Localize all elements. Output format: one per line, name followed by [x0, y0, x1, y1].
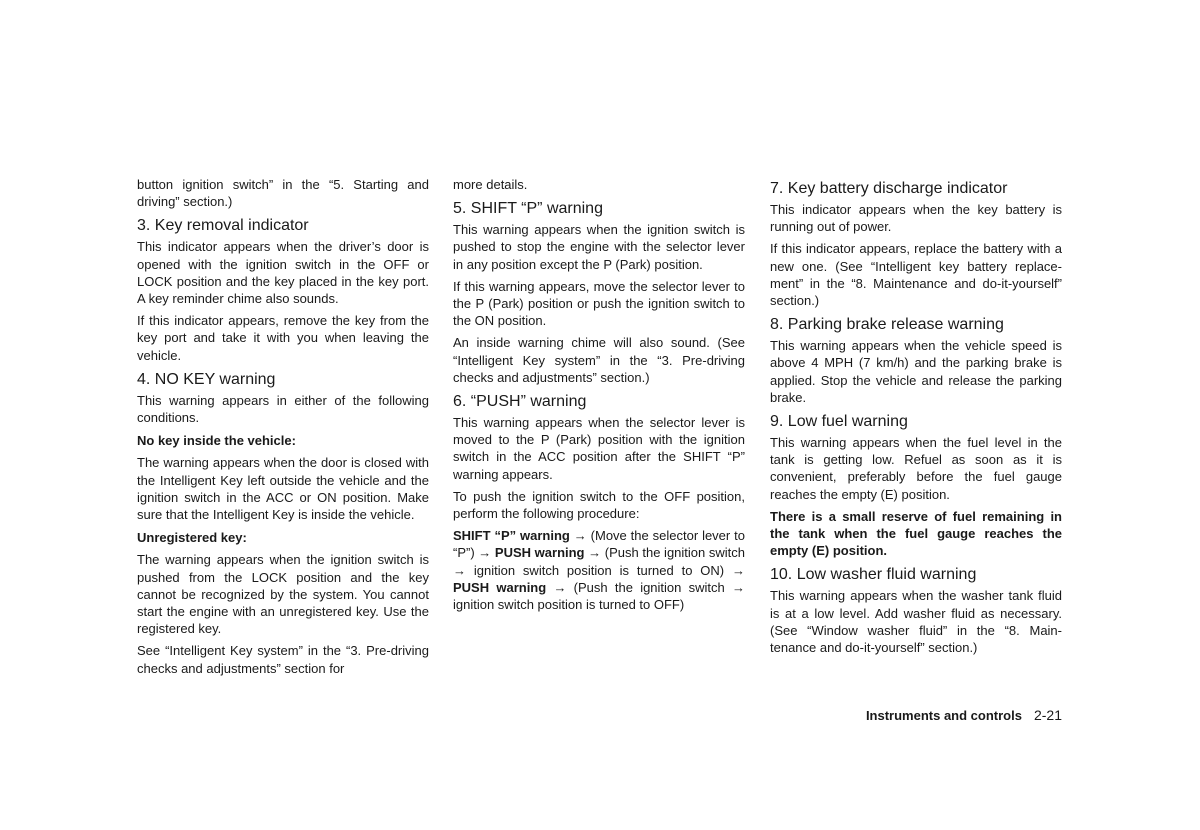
procedure-step-text: → (Move the selector lever to “P”) →	[453, 528, 745, 561]
procedure-step-text: → (Push the ignition switch → ignition switch position is turned to OFF)	[453, 579, 745, 613]
column-right	[770, 176, 1062, 661]
paragraph: The warning appears when the ignition switch is pushed from the LOCK position and the key cannot be recognized by the system. You cannot start the engine with an unregistered key. Use the registered key.	[137, 552, 429, 637]
paragraph-continued: button ignition switch” in the “5. Starting and driving” section.)	[137, 177, 429, 210]
paragraph: If this indicator appears, remove the key from the key port and take it with you when leaving the vehicle.	[137, 313, 429, 363]
paragraph: If this warning appears, move the selector lever to the P (Park) position or push the ignition switch to the ON position.	[453, 278, 745, 329]
procedure-step-text: → (Push the ignition switch → ignition switch position is turned to ON) →	[453, 545, 745, 578]
paragraph: This warning appears when the fuel level in the tank is getting low. Refuel as soon as it is convenient, preferably before the fuel gauge reaches the empty (E) position.	[770, 435, 1062, 502]
paragraph: This warning appears in either of the following conditions.	[137, 392, 429, 426]
heading-no-key-warning: 4. NO KEY warning	[137, 370, 276, 388]
paragraph: This indicator appears when the driver’s door is opened with the ignition switch in the OFF or LOCK position and the key placed in the key port. A key reminder chime also sounds.	[137, 239, 429, 307]
footer-section-title: Instruments and controls	[865, 708, 1022, 723]
procedure-paragraph	[453, 527, 745, 613]
paragraph: The warning appears when the door is closed with the Intelligent Key left outside the vehicle and the ignition switch in the ACC or ON position. Make sure that the Intelligent Key is inside the vehicle.	[137, 455, 429, 523]
heading-low-washer-fluid: 10. Low washer fluid warning	[770, 566, 977, 584]
procedure-step-bold: PUSH warning	[494, 545, 585, 561]
heading-key-battery-discharge: 7. Key battery discharge indicator	[770, 180, 1008, 197]
paragraph: An inside warning chime will also sound. (See “Intelligent Key system” in the “3. Pre-driving checks and adjustments” section.)	[453, 335, 745, 385]
paragraph: To push the ignition switch to the OFF position, perform the following procedure:	[453, 488, 745, 522]
heading-parking-brake-release: 8. Parking brake release warning	[770, 316, 1004, 334]
paragraph: This warning appears when the vehicle speed is above 4 MPH (7 km/h) and the parking brake is applied. Stop the vehicle and release the parking brake.	[770, 338, 1062, 405]
column-middle	[453, 176, 745, 618]
page-footer	[770, 706, 1062, 725]
subheading-no-key-inside: No key inside the vehicle:	[137, 433, 296, 449]
procedure-step-bold: SHIFT “P” warning	[453, 528, 570, 544]
heading-key-removal-indicator: 3. Key removal indicator	[137, 217, 309, 235]
paragraph: This warning appears when the selector lever is moved to the P (Park) position with the ignition switch in the ACC position after the SHIFT “P” warning appears.	[453, 415, 745, 482]
paragraph: This warning appears when the washer tank fluid is at a low level. Add washer fluid as necessary. (See “Window washer fluid” in the “8. Main-tenance and do-it-yourself” section.)	[770, 588, 1062, 656]
paragraph-see-reference: See “Intelligent Key system” in the “3. Pre-driving checks and adjustments” section for	[137, 643, 429, 676]
paragraph: This indicator appears when the key battery is running out of power.	[770, 202, 1062, 235]
heading-shift-p-warning: 5. SHIFT “P” warning	[453, 200, 603, 218]
paragraph: This warning appears when the ignition switch is pushed to stop the engine with the selector lever in any position except the P (Park) position.	[453, 222, 745, 272]
subheading-unregistered-key: Unregistered key:	[137, 530, 247, 546]
fuel-reserve-note: There is a small reserve of fuel remaining in the tank when the fuel gauge reaches the empty (E) position.	[770, 508, 1062, 559]
procedure-step-bold: PUSH warning	[453, 579, 547, 595]
paragraph: If this indicator appears, replace the battery with a new one. (See “Intelligent key battery replace-ment” in the “8. Maintenance and do-it-yourself” section.)	[770, 241, 1062, 309]
column-left	[137, 176, 429, 682]
heading-push-warning: 6. “PUSH” warning	[453, 393, 587, 411]
paragraph-continued: more details.	[453, 177, 528, 192]
page-number: 2-21	[1033, 707, 1062, 723]
heading-low-fuel-warning: 9. Low fuel warning	[770, 413, 908, 431]
